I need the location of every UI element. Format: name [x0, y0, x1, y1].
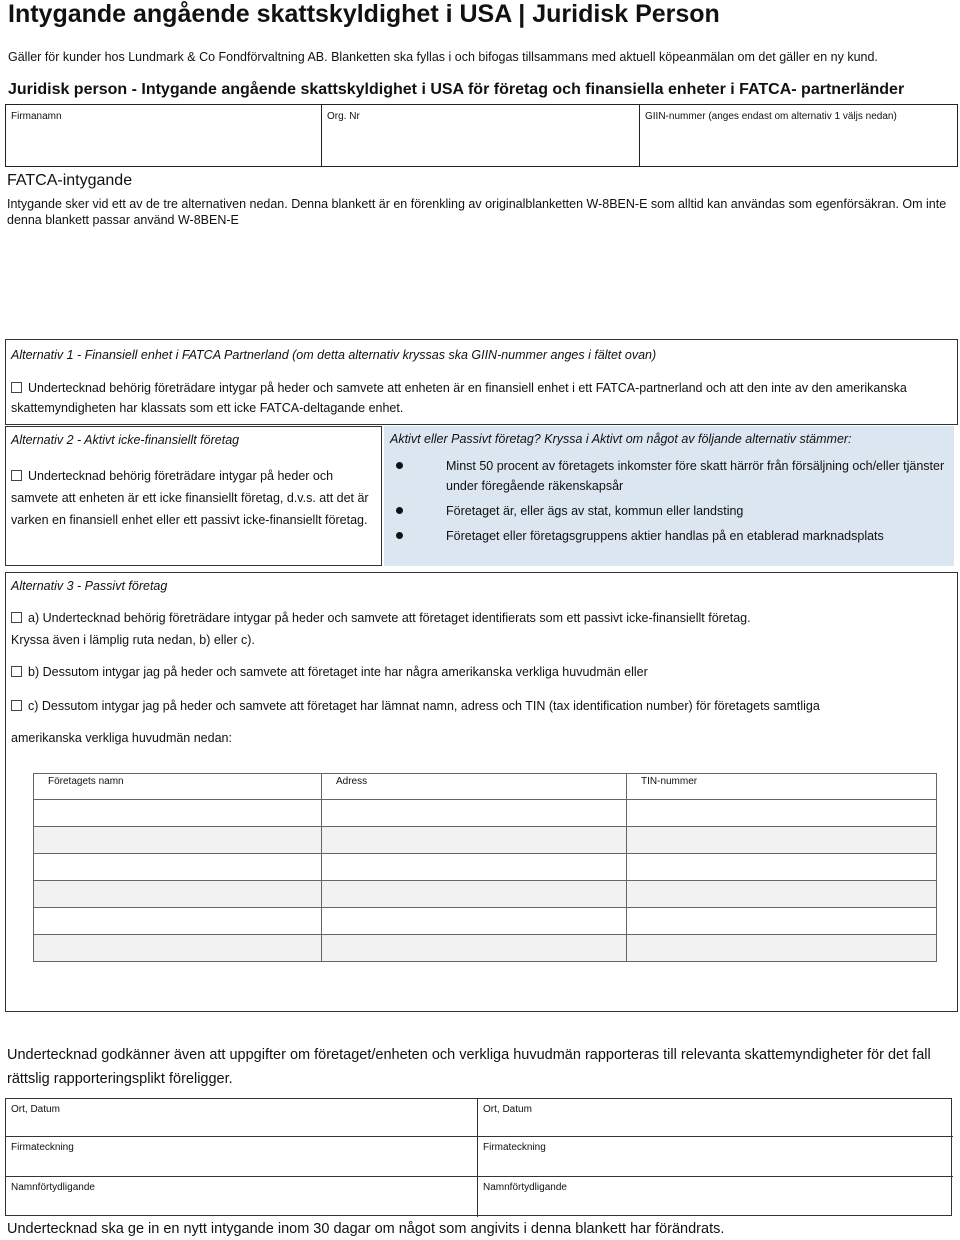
aktiv-criterion: Företaget är, eller ägs av stat, kommun eller landsting	[390, 501, 950, 521]
table-cell[interactable]	[322, 800, 627, 827]
alternative-3c-text: c) Dessutom intygar jag på heder och samvete att företaget har lämnat namn, adress och TIN (tax identification number) för företagets samtliga	[28, 699, 820, 713]
aktiv-criteria-box	[384, 426, 954, 566]
table-row	[34, 881, 937, 908]
firmateckning-field[interactable]	[478, 1137, 953, 1177]
table-cell[interactable]	[34, 800, 322, 827]
namnfortydligande-label: Namnförtydligande	[483, 1182, 567, 1193]
table-cell[interactable]	[627, 800, 937, 827]
table-cell[interactable]	[34, 935, 322, 962]
table-cell[interactable]	[627, 881, 937, 908]
consent-text: Undertecknad godkänner även att uppgifter om företaget/enheten och verkliga huvudmän rapporteras till relevanta skattemyndigheter för det fall rättslig rapporteringsplikt föreligger.	[7, 1047, 931, 1087]
alternative-3b-checkbox[interactable]	[11, 666, 22, 677]
alternative-2-title: Alternativ 2 - Aktivt icke-finansiellt företag	[11, 433, 240, 447]
firmateckning-label: Firmateckning	[483, 1142, 546, 1153]
alternative-3-title: Alternativ 3 - Passivt företag	[11, 579, 168, 593]
alternative-3c-text-cont: amerikanska verkliga huvudmän nedan:	[11, 731, 232, 745]
table-cell[interactable]	[34, 827, 322, 854]
table-row	[34, 908, 937, 935]
signature-grid	[5, 1098, 952, 1216]
table-cell[interactable]	[322, 908, 627, 935]
alternative-3a-checkbox[interactable]	[11, 612, 22, 623]
alternative-3-section	[5, 572, 958, 1012]
table-cell[interactable]	[627, 854, 937, 881]
column-header-tin: TIN-nummer	[627, 774, 937, 800]
namnfortydligande-label: Namnförtydligande	[11, 1182, 95, 1193]
ort-datum-label: Ort, Datum	[11, 1104, 60, 1115]
ort-datum-label: Ort, Datum	[483, 1104, 532, 1115]
table-cell[interactable]	[34, 854, 322, 881]
giin-label: GIIN-nummer (anges endast om alternativ 1 väljs nedan)	[645, 111, 897, 122]
table-cell[interactable]	[627, 827, 937, 854]
aktiv-criteria-title: Aktivt eller Passivt företag? Kryssa i Aktivt om något av följande alternativ stämmer:	[390, 432, 852, 446]
alternative-2-text: Undertecknad behörig företrädare intygar på heder och samvete att enheten är ett icke finansiellt företag, d.v.s. att det är varken en finansiell enhet eller ett passivt icke-finansiellt företag.	[11, 469, 369, 527]
table-cell[interactable]	[627, 908, 937, 935]
alternative-2-section	[5, 426, 382, 566]
table-row	[34, 854, 937, 881]
alternative-1-checkbox[interactable]	[11, 382, 22, 393]
firmateckning-field[interactable]	[6, 1137, 478, 1177]
alternative-1-title: Alternativ 1 - Finansiell enhet i FATCA Partnerland (om detta alternativ kryssas ska GIIN-nummer anges i fältet ovan)	[11, 348, 657, 362]
namnfortydligande-field[interactable]	[6, 1177, 478, 1217]
ort-datum-field[interactable]	[478, 1099, 953, 1137]
table-cell[interactable]	[34, 908, 322, 935]
form-subtitle: Juridisk person - Intygande angående skattskyldighet i USA för företag och finansiella enheter i FATCA- partnerländer	[8, 81, 905, 98]
fatca-description: Intygande sker vid ett av de tre alternativen nedan. Denna blankett är en förenkling av originalblanketten W-8BEN-E som alltid kan användas som egenförsäkran. Om inte denna blankett passar använd W-8BEN-E	[7, 197, 947, 227]
alternative-3a-text: a) Undertecknad behörig företrädare intygar på heder och samvete att företaget identifierats som ett passivt icke-finansiellt företag.	[28, 611, 751, 625]
alternative-3a-note: Kryssa även i lämplig ruta nedan, b) eller c).	[11, 633, 255, 647]
fatca-heading: FATCA-intygande	[7, 172, 133, 189]
column-header-address: Adress	[322, 774, 627, 800]
org-nr-label: Org. Nr	[327, 111, 360, 122]
table-row	[34, 800, 937, 827]
beneficial-owners-table	[33, 773, 937, 962]
footer-note: Undertecknad ska ge in en nytt intygande inom 30 dagar om något som angivits i denna blankett har förändrats.	[7, 1221, 725, 1237]
table-cell[interactable]	[322, 827, 627, 854]
firmanamn-label: Firmanamn	[11, 111, 62, 122]
firmanamn-field[interactable]	[6, 105, 322, 166]
org-nr-field[interactable]	[322, 105, 640, 166]
aktiv-criterion: Företaget eller företagsgruppens aktier handlas på en etablerad marknadsplats	[390, 526, 950, 546]
ort-datum-field[interactable]	[6, 1099, 478, 1137]
alternative-1-text: Undertecknad behörig företrädare intygar på heder och samvete att enheten är en finansiell enhet i ett FATCA-partnerland och att den inte av den amerikanska skattemyndigheten har klassats som ett icke FATCA-deltagande enhet.	[11, 381, 907, 415]
alternative-3b-text: b) Dessutom intygar jag på heder och samvete att företaget inte har några amerikanska verkliga huvudmän eller	[28, 665, 648, 679]
giin-field[interactable]	[640, 105, 957, 166]
namnfortydligande-field[interactable]	[478, 1177, 953, 1217]
firmateckning-label: Firmateckning	[11, 1142, 74, 1153]
table-row	[34, 935, 937, 962]
alternative-2-checkbox[interactable]	[11, 470, 22, 481]
registration-fields	[5, 104, 958, 167]
table-cell[interactable]	[322, 881, 627, 908]
intro-text: Gäller för kunder hos Lundmark & Co Fondförvaltning AB. Blanketten ska fyllas i och bifogas tillsammans med aktuell köpeanmälan om det gäller en ny kund.	[8, 50, 878, 64]
page-title: Intygande angående skattskyldighet i USA | Juridisk Person	[8, 0, 720, 28]
table-cell[interactable]	[34, 881, 322, 908]
table-cell[interactable]	[322, 935, 627, 962]
column-header-name: Företagets namn	[34, 774, 322, 800]
table-cell[interactable]	[322, 854, 627, 881]
aktiv-criterion: Minst 50 procent av företagets inkomster före skatt härrör från försäljning och/eller tjänster under föregående räkenskapsår	[390, 456, 950, 496]
table-row	[34, 827, 937, 854]
alternative-1-section	[5, 339, 958, 425]
alternative-3c-checkbox[interactable]	[11, 700, 22, 711]
table-cell[interactable]	[627, 935, 937, 962]
